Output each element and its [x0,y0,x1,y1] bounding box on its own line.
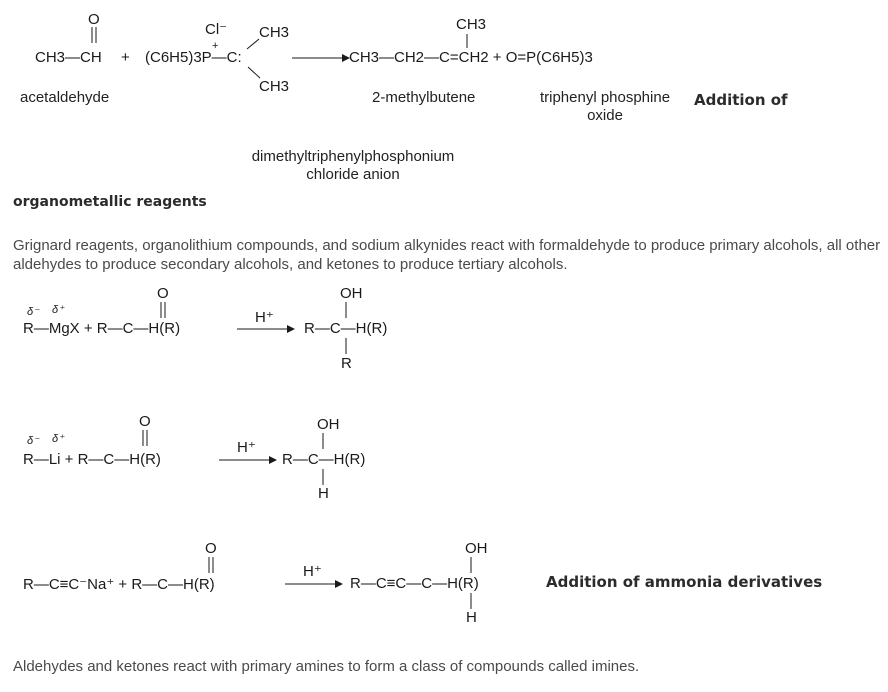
product-formula: R—C—H(R) [304,320,388,337]
chloride-ion: Cl⁻ [205,21,228,38]
reaction-arrow-1 [292,52,352,64]
catalyst-label: H⁺ [303,563,322,580]
reaction-arrow-2 [237,323,297,335]
delta-plus: δ⁺ [52,304,64,316]
product-bond-top [344,302,350,320]
heading-addition-of-ammonia-derivatives: Addition of ammonia derivatives [546,573,823,591]
label-ylide-line-1: dimethyltriphenylphosphonium [251,148,455,165]
acetaldehyde-oxygen: O [88,11,100,28]
carbonyl-oxygen: O [205,540,217,557]
delta-minus: δ⁻ [27,435,39,447]
label-phosphine-line-2: oxide [587,107,623,124]
section-heading-organometallic: organometallic reagents [13,194,207,210]
label-ylide-line-2: chloride anion [306,166,400,183]
product-top-group: OH [317,416,340,433]
label-acetaldehyde: acetaldehyde [20,89,110,106]
paragraph-grignard: Grignard reagents, organolithium compounds, and sodium alkynides react with formaldehyde to produce primary alcohols, all other aldehydes to produce secondary alcohols, and ketones to produce tertiary alcohols. [13,237,881,273]
acetaldehyde-double-bond [89,27,99,47]
product-bottom-group: H [318,485,329,502]
product-bottom-group: H [466,609,477,626]
product-top-group: OH [340,285,363,302]
reactant-formula: R—C≡C⁻Na⁺ + R—C—H(R) [23,576,215,593]
label-ylide [223,148,483,184]
carbonyl-double-bond [158,302,168,322]
product-bond-top [469,557,475,575]
label-phosphine-line-1: triphenyl phosphine [539,89,671,106]
carbonyl-oxygen: O [157,285,169,302]
reactant-formula: R—MgX + R—C—H(R) [23,320,181,337]
delta-plus: δ⁺ [52,433,64,445]
label-triphenyl-phosphine-oxide [520,89,690,125]
product-bottom-group: R [341,355,352,372]
product-bond-top [321,433,327,451]
product-methyl-bond [465,34,471,50]
paragraph-imines: Aldehydes and ketones react with primary amines to form a class of compounds called imines. [13,658,640,675]
product-formula: R—C≡C—C—H(R) [350,575,479,592]
carbonyl-double-bond [206,557,216,577]
catalyst-label: H⁺ [255,309,274,326]
reaction-arrow-4 [285,578,345,590]
ylide-reagent-formula: (C6H5)3P—C: [145,49,242,66]
reaction-arrow-3 [219,454,279,466]
acetaldehyde-formula: CH3—CH [35,49,102,66]
product-bond-bottom [344,338,350,356]
carbonyl-double-bond [140,430,150,450]
phosphorus-charge: + [212,40,219,52]
delta-minus: δ⁻ [27,306,39,318]
reagent-methyl-top: CH3 [259,24,290,41]
product-top-group: OH [465,540,488,557]
heading-addition-of: Addition of [694,91,788,109]
product-formula: CH3—CH2—C=CH2 + O=P(C6H5)3 [349,49,593,66]
product-methyl: CH3 [456,16,487,33]
reactant-formula: R—Li + R—C—H(R) [23,451,161,468]
carbonyl-oxygen: O [139,413,151,430]
catalyst-label: H⁺ [237,439,256,456]
label-2-methylbutene: 2-methylbutene [372,89,476,106]
product-formula: R—C—H(R) [282,451,366,468]
reagent-methyl-bottom: CH3 [259,78,290,95]
plus-sign: + [121,49,130,66]
reagent-bond-top [245,38,265,50]
